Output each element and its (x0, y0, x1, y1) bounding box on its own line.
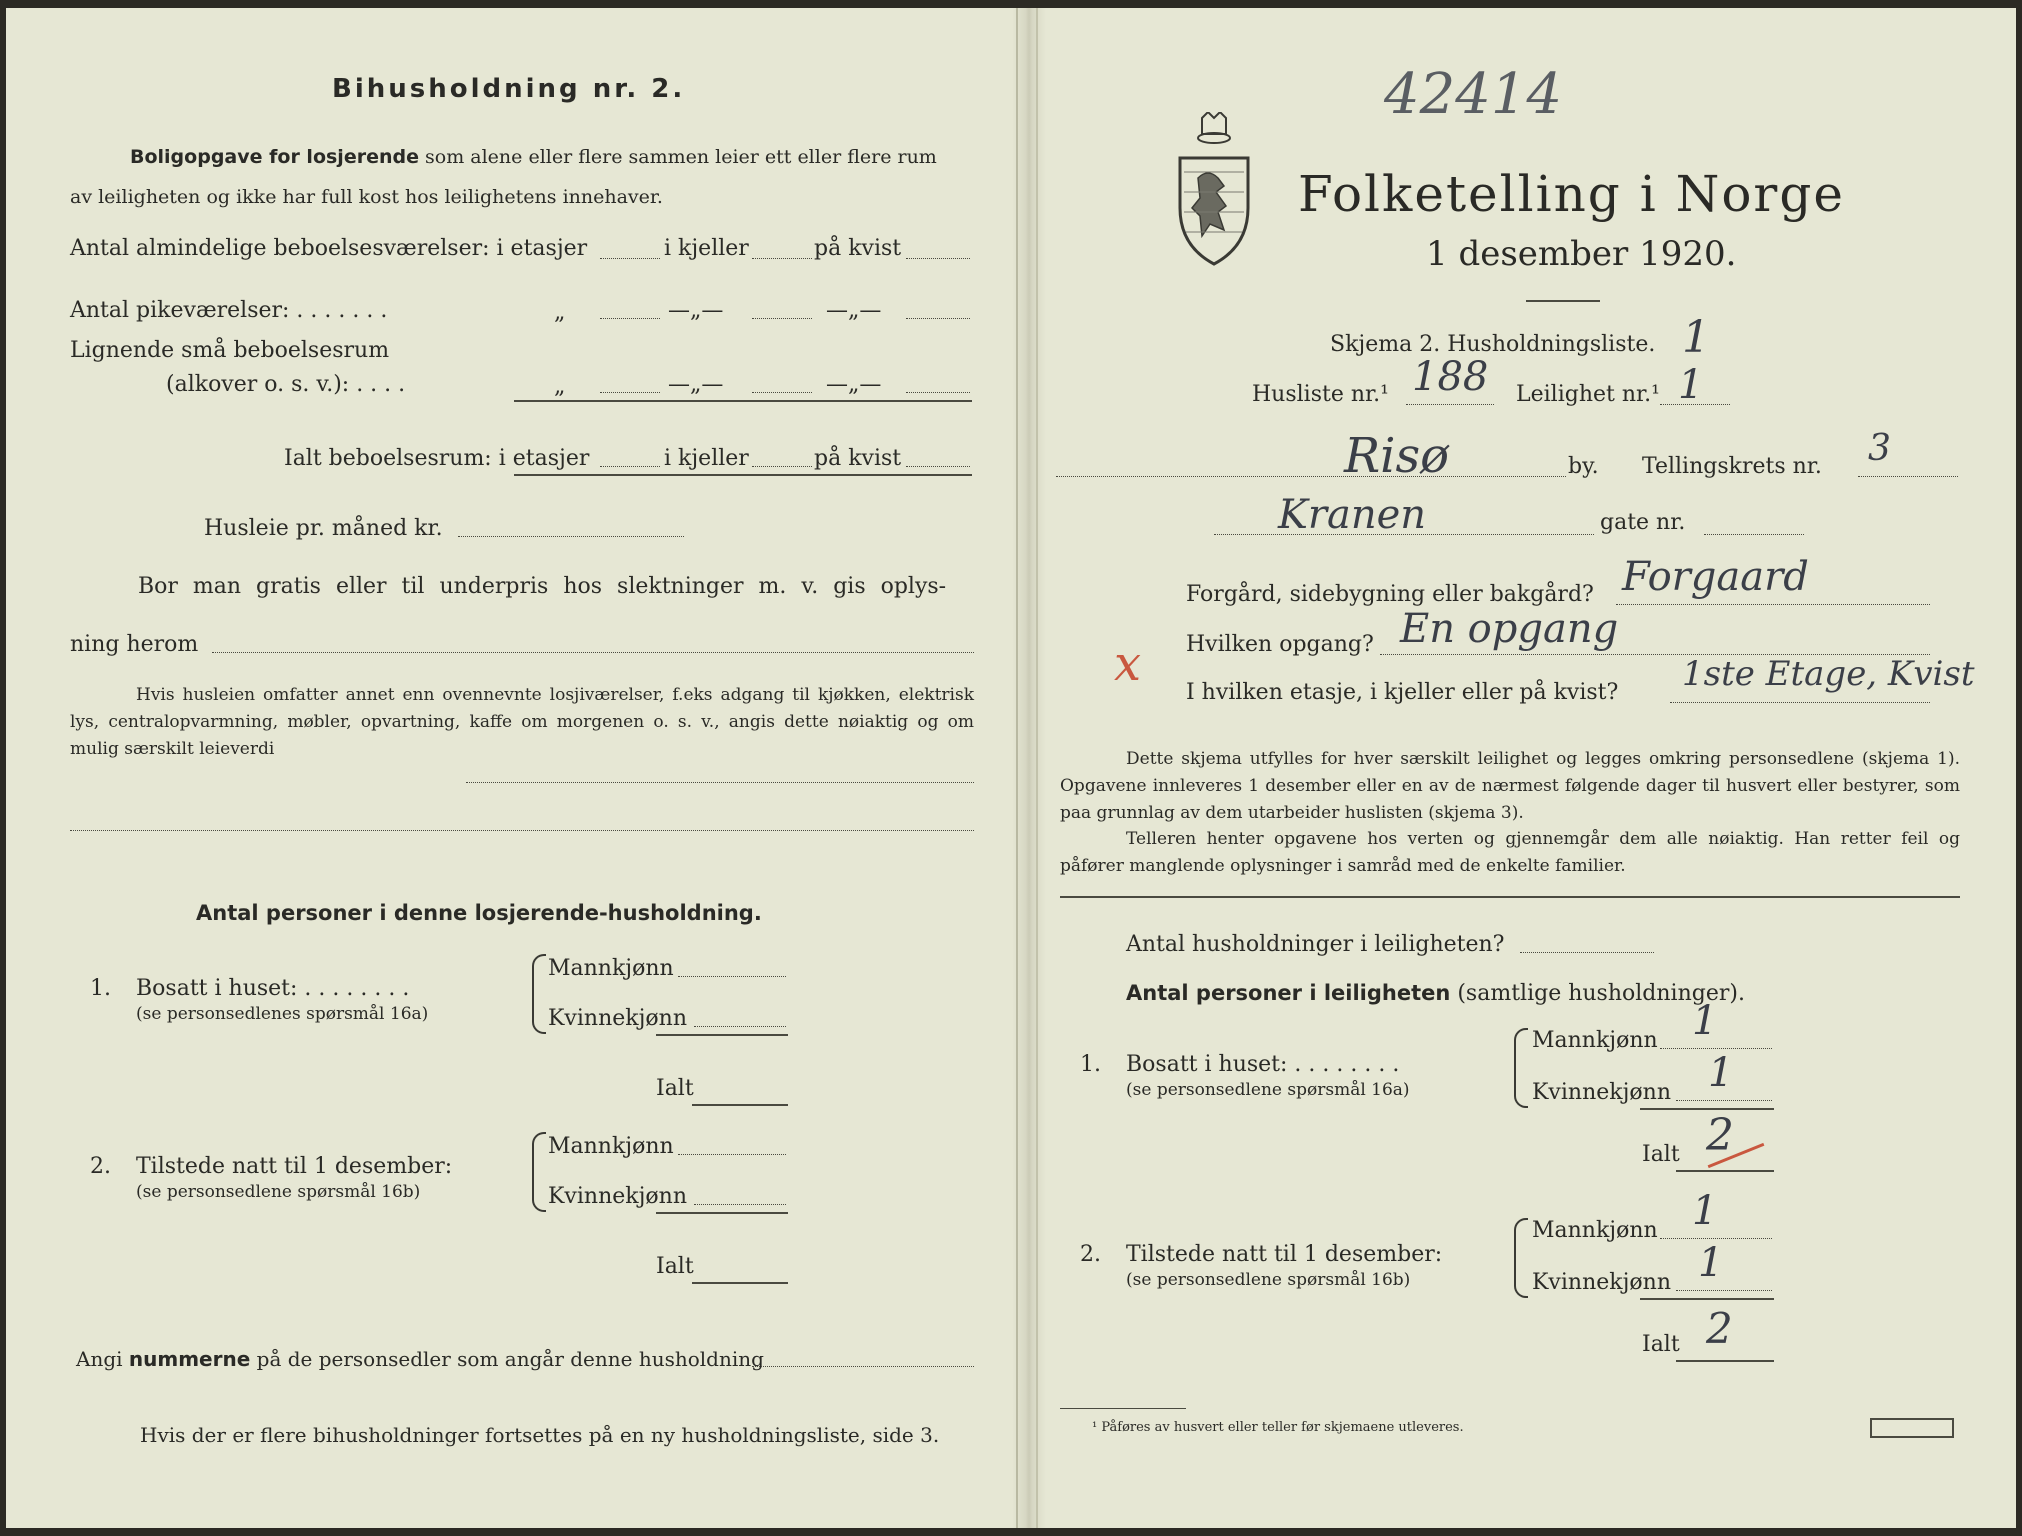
section-rule (1060, 896, 1960, 898)
hvis-paragraph: Hvis husleien omfatter annet enn ovennevnte losjiværelser, f.eks adgang til kjøkken, elektrisk lys, centralopvarmning, møbler, opvartning, kaffe om morgenen o. s. v., angis dette nøiaktig og om mulig særskilt leieverdi (70, 685, 974, 759)
left-title: Bihusholdning nr. 2. (332, 74, 686, 104)
q2-number: 2. (1080, 1242, 1101, 1267)
q2-kvinne-value: 1 (1698, 1240, 1724, 1286)
q1-mann-value: 1 (1692, 998, 1718, 1044)
ialt-label: Ialt (656, 1076, 694, 1101)
q1-number: 1. (90, 976, 111, 1001)
ialt-kjeller-field[interactable] (752, 466, 812, 467)
antal-hush-label: Antal husholdninger i leiligheten? (1126, 932, 1505, 957)
rooms-label: Antal almindelige beboelsesværelser: i etasjer (70, 236, 588, 261)
dash-ditto: —„— (668, 372, 724, 397)
paa-kvist-label: på kvist (814, 236, 902, 261)
census-date: 1 desember 1920. (1426, 234, 1737, 274)
angi-field[interactable] (752, 1366, 974, 1367)
bor-line-1: Bor man gratis eller til underpris hos slektninger m. v. gis oplys- (138, 574, 947, 599)
q2-label: Tilstede natt til 1 desember: (136, 1154, 453, 1179)
krets-field[interactable] (1858, 476, 1958, 477)
forgard-label: Forgård, sidebygning eller bakgård? (1186, 582, 1594, 607)
husliste-value: 188 (1412, 354, 1489, 400)
footnote: ¹ Påføres av husvert eller teller før skjemaene utleveres. (1092, 1420, 1464, 1435)
q1-mann-field[interactable] (678, 976, 786, 977)
pike-etasjer-field[interactable] (600, 318, 660, 319)
ialt-etasjer-field[interactable] (600, 466, 660, 467)
rooms-kvist-field[interactable] (906, 258, 970, 259)
angi-bold: nummerne (128, 1347, 251, 1371)
q2-ialt-field[interactable] (692, 1282, 788, 1284)
q2-sub: (se personsedlene spørsmål 16b) (1126, 1270, 1411, 1290)
q2-mann-field[interactable] (1660, 1238, 1772, 1239)
etasje-label: I hvilken etasje, i kjeller eller på kvist? (1186, 680, 1619, 705)
q1-label: Bosatt i huset: . . . . . . . . (1126, 1052, 1400, 1077)
by-label: by. (1568, 454, 1599, 479)
intro-rest-1: som alene eller flere sammen leier ett eller flere rum (425, 146, 937, 168)
fold-line (1036, 8, 1038, 1528)
kvinne-label: Kvinnekjønn (548, 1006, 687, 1031)
lignende-kjeller-field[interactable] (752, 392, 812, 393)
q2-number: 2. (90, 1154, 111, 1179)
ialt-label: Ialt (1642, 1332, 1680, 1357)
antal-hush-field[interactable] (1520, 952, 1654, 953)
ditto-mark: „ (554, 300, 566, 325)
etasje-value: 1ste Etage, Kvist (1682, 654, 1975, 694)
q1-ialt-value: 2 (1706, 1110, 1734, 1161)
sum-rule (656, 1034, 788, 1036)
pike-kvist-field[interactable] (906, 318, 970, 319)
mann-label: Mannkjønn (1532, 1028, 1658, 1053)
i-kjeller-label: i kjeller (664, 236, 749, 261)
q1-number: 1. (1080, 1052, 1101, 1077)
q1-label: Bosatt i huset: . . . . . . . . (136, 976, 410, 1001)
by-field[interactable] (1056, 476, 1566, 477)
ialt-label: Ialt (1642, 1142, 1680, 1167)
info-paragraph-2: Telleren henter opgavene hos verten og gjennemgår dem alle nøiaktig. Han retter feil og påfører manglende oplysninger i samråd med de enkelte familier. (1060, 829, 1960, 876)
krets-label: Tellingskrets nr. (1642, 454, 1822, 479)
brace (532, 1132, 546, 1212)
title-rule (1526, 300, 1600, 302)
info-paragraph-1: Dette skjema utfylles for hver særskilt leilighet og legges omkring personsedlene (skjema 1). Opgavene innleveres 1 desember eller en av de nærmest følgende dager til husvert eller bestyrer, som paa grunnlag av dem utarbeider huslisten (skjema 3). (1060, 749, 1960, 823)
coat-of-arms-icon (1174, 112, 1254, 272)
q2-mann-value: 1 (1692, 1188, 1718, 1234)
q1-mann-field[interactable] (1660, 1048, 1772, 1049)
q2-label: Tilstede natt til 1 desember: (1126, 1242, 1443, 1267)
ialt-label: Ialt (656, 1254, 694, 1279)
ialt-kvist-field[interactable] (906, 466, 970, 467)
kvinne-label: Kvinnekjønn (1532, 1270, 1671, 1295)
intro-line-1 (130, 144, 937, 170)
skjema-label: Skjema 2. Husholdningsliste. (1330, 332, 1656, 357)
pike-kjeller-field[interactable] (752, 318, 812, 319)
left-footer: Hvis der er flere bihusholdninger fortsettes på en ny husholdningsliste, side 3. (140, 1423, 940, 1447)
skjema-value: 1 (1682, 312, 1710, 363)
sum-rule (656, 1212, 788, 1214)
by-value: Risø (1344, 428, 1450, 484)
pike-label: Antal pikeværelser: . . . . . . . (70, 298, 388, 323)
husliste-field[interactable] (1406, 404, 1494, 405)
sum-rule (514, 400, 972, 402)
q2-mann-field[interactable] (678, 1154, 786, 1155)
mann-label: Mannkjønn (1532, 1218, 1658, 1243)
angi-pre: Angi (76, 1347, 123, 1371)
angi-line (76, 1346, 764, 1372)
fold-line (1016, 8, 1018, 1528)
dash-ditto: —„— (668, 298, 724, 323)
intro-line-2: av leiligheten og ikke har full kost hos leilighetens innehaver. (70, 186, 663, 208)
sum-rule (1640, 1298, 1774, 1300)
archive-number: 42414 (1384, 62, 1563, 127)
i-kjeller-label: i kjeller (664, 446, 749, 471)
husliste-label: Husliste nr.¹ (1252, 382, 1389, 407)
leilighet-value: 1 (1678, 362, 1704, 408)
lignende-label-2: (alkover o. s. v.): . . . . (166, 372, 406, 397)
mann-label: Mannkjønn (548, 1134, 674, 1159)
q1-sub: (se personsedlene spørsmål 16a) (1126, 1080, 1410, 1100)
gate-label: gate nr. (1600, 510, 1686, 535)
q1-kvinne-field[interactable] (1676, 1100, 1772, 1101)
antal-personer-heading: Antal personer i denne losjerende-husholdning. (196, 901, 762, 925)
right-title: Folketelling i Norge (1298, 165, 1845, 223)
krets-value: 3 (1868, 428, 1891, 469)
q2-sub: (se personsedlene spørsmål 16b) (136, 1182, 421, 1202)
q2-ialt-value: 2 (1706, 1304, 1733, 1353)
q1-ialt-field[interactable] (1676, 1170, 1774, 1172)
ditto-mark: „ (554, 374, 566, 399)
bor-field[interactable] (212, 652, 974, 653)
bor-line-2: ning herom (70, 632, 199, 657)
lignende-label-1: Lignende små beboelsesrum (70, 338, 390, 363)
antal-pers-bold: Antal personer i leiligheten (1126, 981, 1451, 1005)
q2-ialt-field[interactable] (1676, 1360, 1774, 1362)
husleie-field[interactable] (458, 536, 684, 537)
brace (1514, 1218, 1528, 1298)
census-form-sheet (6, 8, 2016, 1528)
kvinne-label: Kvinnekjønn (548, 1184, 687, 1209)
forgard-field[interactable] (1616, 604, 1930, 605)
brace (532, 954, 546, 1034)
gate-nr-field[interactable] (1704, 534, 1804, 535)
antal-pers-line (1126, 980, 1745, 1007)
rooms-etasjer-field[interactable] (600, 258, 660, 259)
dash-ditto: —„— (826, 372, 882, 397)
printer-stamp (1870, 1418, 1954, 1438)
red-x-mark: x (1114, 636, 1142, 692)
q1-kvinne-field[interactable] (694, 1026, 786, 1027)
rooms-kjeller-field[interactable] (752, 258, 812, 259)
ialt-rooms-label: Ialt beboelsesrum: i etasjer (284, 446, 590, 471)
paa-kvist-label: på kvist (814, 446, 902, 471)
lignende-etasjer-field[interactable] (600, 392, 660, 393)
antal-pers-rest: (samtlige husholdninger). (1457, 981, 1745, 1006)
lignende-kvist-field[interactable] (906, 392, 970, 393)
brace (1514, 1028, 1528, 1108)
etasje-field[interactable] (1670, 702, 1930, 703)
leieverdi-field[interactable] (466, 782, 974, 783)
intro-bold: Boligopgave for losjerende (130, 146, 419, 168)
forgard-value: Forgaard (1622, 554, 1809, 600)
dash-ditto: —„— (826, 298, 882, 323)
q2-kvinne-field[interactable] (1676, 1290, 1772, 1291)
mann-label: Mannkjønn (548, 956, 674, 981)
kvinne-label: Kvinnekjønn (1532, 1080, 1671, 1105)
q2-kvinne-field[interactable] (694, 1204, 786, 1205)
q1-ialt-field[interactable] (692, 1104, 788, 1106)
q1-kvinne-value: 1 (1708, 1050, 1734, 1096)
angi-post: på de personsedler som angår denne husholdning (256, 1347, 764, 1371)
husleie-label: Husleie pr. måned kr. (204, 516, 443, 541)
gate-value: Kranen (1278, 492, 1427, 538)
footnote-rule (1060, 1408, 1186, 1409)
leilighet-label: Leilighet nr.¹ (1516, 382, 1660, 407)
opgang-value: En opgang (1400, 606, 1619, 652)
opgang-label: Hvilken opgang? (1186, 632, 1374, 657)
sum-rule (514, 474, 972, 476)
q1-sub: (se personsedlenes spørsmål 16a) (136, 1004, 429, 1024)
leieverdi-field-2[interactable] (70, 830, 974, 831)
